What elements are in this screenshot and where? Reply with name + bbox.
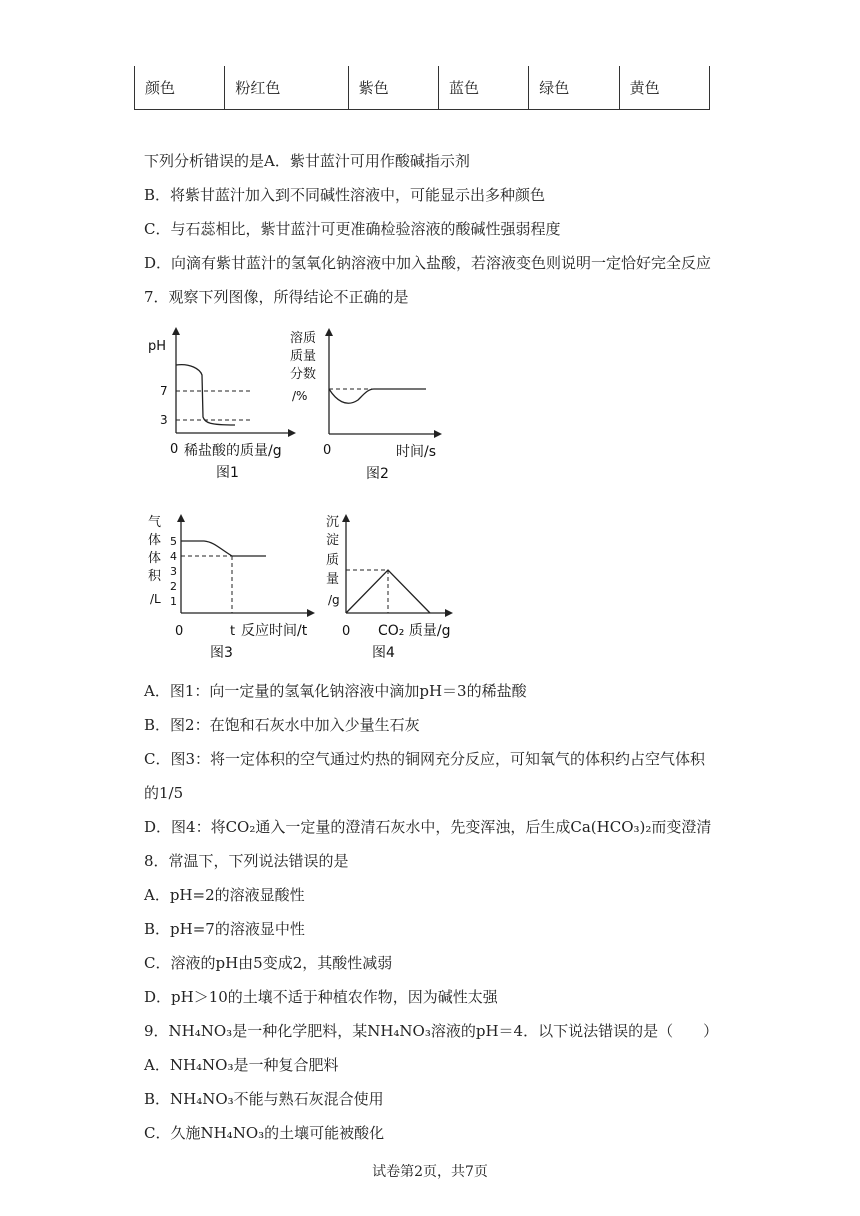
fig2-origin: 0: [323, 443, 332, 458]
figure-1: [140, 325, 300, 485]
q8-option-a: A．pH=2的溶液显酸性: [144, 886, 305, 904]
table-cell: 颜色: [135, 66, 225, 110]
fig1-ylabel: pH: [148, 339, 167, 354]
q7-option-d: D．图4：将CO₂通入一定量的澄清石灰水中，先变浑浊，后生成Ca(HCO₃)₂而变澄清: [144, 818, 712, 836]
fig2-ylabel-2: 质量: [290, 349, 317, 364]
q7-option-c-line2: 的1/5: [144, 784, 184, 802]
q8-stem: 8．常温下，下列说法错误的是: [144, 852, 349, 870]
fig4-ylabel-3: 质: [326, 553, 340, 568]
fig1-caption: 图1: [216, 465, 239, 481]
q9-option-c: C．久施NH₄NO₃的土壤可能被酸化: [144, 1124, 385, 1142]
fig3-tick-3: 3: [170, 565, 177, 578]
fig4-xlabel: CO₂ 质量/g: [378, 623, 451, 639]
table-row: [135, 66, 710, 110]
fig3-ylabel-5: /L: [150, 592, 161, 606]
table-cell: 绿色: [529, 66, 619, 110]
fig4-ylabel-2: 淀: [326, 533, 340, 548]
q8-option-c: C．溶液的pH由5变成2，其酸性减弱: [144, 954, 393, 972]
fig2-ylabel-3: 分数: [290, 367, 317, 382]
table-cell: 紫色: [348, 66, 438, 110]
fig3-ylabel-2: 体: [148, 533, 162, 548]
fig3-ylabel-3: 体: [148, 551, 162, 566]
q6-option-d: D．向滴有紫甘蓝汁的氢氧化钠溶液中加入盐酸，若溶液变色则说明一定恰好完全反应: [144, 254, 712, 272]
fig3-origin: 0: [175, 624, 184, 639]
q9-stem: 9．NH₄NO₃是一种化学肥料，某NH₄NO₃溶液的pH＝4．以下说法错误的是（ ）: [144, 1022, 719, 1040]
fig3-ylabel-4: 积: [148, 569, 162, 584]
q8-option-b: B．pH=7的溶液显中性: [144, 920, 305, 938]
fig1-tick-3: 3: [160, 413, 168, 427]
page-footer: 试卷第2页，共7页: [372, 1164, 488, 1180]
figure-3: [144, 508, 324, 668]
fig4-origin: 0: [342, 624, 351, 639]
figure-2: [286, 322, 446, 487]
fig3-caption: 图3: [210, 645, 233, 661]
q6-option-b: B．将紫甘蓝汁加入到不同碱性溶液中，可能显示出多种颜色: [144, 186, 546, 204]
fig4-caption: 图4: [372, 645, 395, 661]
fig3-ylabel-1: 气: [148, 515, 162, 530]
table-cell: 黄色: [619, 66, 709, 110]
figure-4: [322, 508, 462, 668]
fig2-xlabel: 时间/s: [396, 444, 437, 460]
q9-option-b: B．NH₄NO₃不能与熟石灰混合使用: [144, 1090, 384, 1108]
q7-option-b: B．图2：在饱和石灰水中加入少量生石灰: [144, 716, 420, 734]
fig2-caption: 图2: [366, 466, 389, 482]
fig3-t-label: t: [230, 624, 236, 639]
fig3-xlabel: 反应时间/t: [241, 623, 308, 639]
fig4-ylabel-1: 沉: [326, 515, 340, 530]
q7-stem: 7．观察下列图像，所得结论不正确的是: [144, 288, 409, 306]
fig2-ylabel-4: /%: [292, 389, 308, 403]
fig4-ylabel-4: 量: [326, 572, 340, 587]
fig3-tick-5: 5: [170, 535, 177, 548]
fig2-ylabel-1: 溶质: [290, 331, 317, 346]
fig3-tick-2: 2: [170, 580, 177, 593]
fig3-tick-1: 1: [170, 595, 177, 608]
q6-option-c: C．与石蕊相比，紫甘蓝汁可更准确检验溶液的酸碱性强弱程度: [144, 220, 561, 238]
q8-option-d: D．pH＞10的土壤不适于种植农作物，因为碱性太强: [144, 988, 498, 1006]
fig1-origin: 0: [170, 442, 179, 457]
table-cell: 粉红色: [225, 66, 348, 110]
color-table: [134, 66, 710, 110]
fig1-xlabel: 稀盐酸的质量/g: [184, 443, 282, 459]
fig3-tick-4: 4: [170, 550, 177, 563]
q7-option-a: A．图1：向一定量的氢氧化钠溶液中滴加pH＝3的稀盐酸: [144, 682, 527, 700]
q7-option-c-line1: C．图3：将一定体积的空气通过灼热的铜网充分反应，可知氧气的体积约占空气体积: [144, 750, 706, 768]
fig4-ylabel-5: /g: [328, 593, 340, 607]
fig1-tick-7: 7: [160, 384, 168, 398]
q6-stem: 下列分析错误的是A．紫甘蓝汁可用作酸碱指示剂: [144, 152, 470, 170]
q9-option-a: A．NH₄NO₃是一种复合肥料: [144, 1056, 339, 1074]
table-cell: 蓝色: [438, 66, 528, 110]
